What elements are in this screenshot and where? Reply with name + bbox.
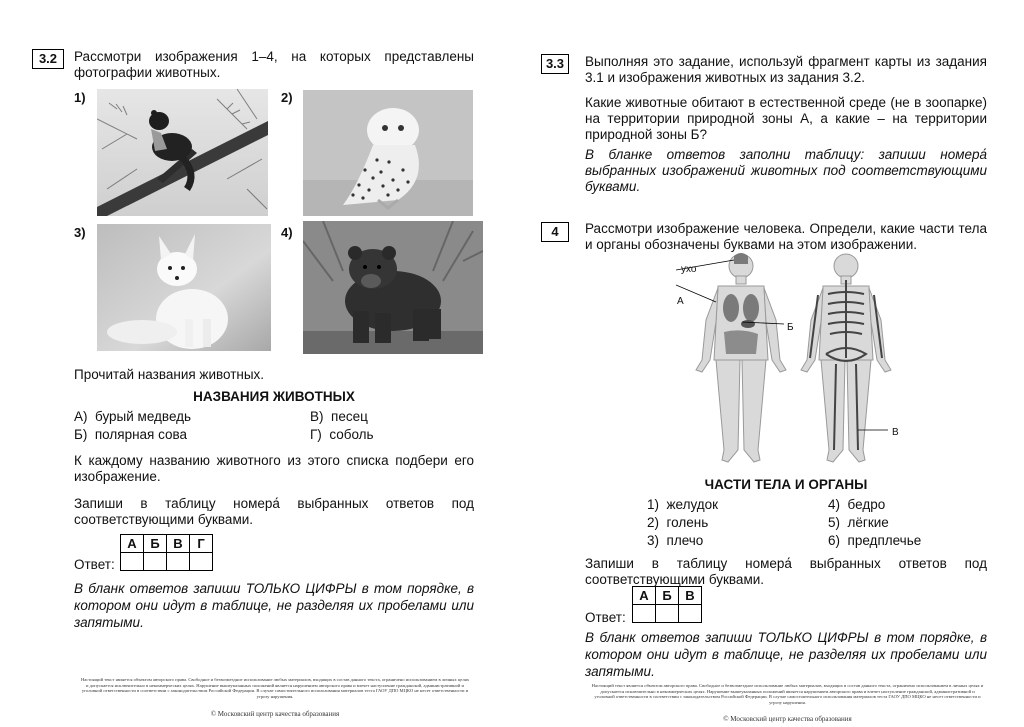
animal-name-item: В) песец	[310, 409, 368, 424]
answer-table-header: В	[167, 535, 190, 553]
footer-disclaimer-right: Настоящий текст является объектом авторского права. Свободное и безвозмездное использование любых материалов, входящих в состав данного текста, ограничено использованием в личных целях и допускается исключительно в некоммерческих целях. Нарушение вышеуказанных положений является нарушением авторского права и влечет наступление гражданской, административной и уголовной ответственности в соответствии с законодательством Российской Федерации. В случае самостоятельного использования материалов теста ГАОУ ДПО МЦКО не несет ответственности и угрозу нарушения.	[591, 683, 984, 705]
answer-cell[interactable]	[144, 553, 167, 571]
task-number-4: 4	[541, 222, 569, 242]
task-3-3-text-2: Какие животные обитают в естественной среде (не в зоопарке) на территории природной зоны А, а какие – на территории природной зоны Б?	[585, 95, 987, 142]
answer-label: Ответ:	[74, 557, 115, 572]
answer-cell[interactable]	[679, 605, 702, 623]
record-instruction-4: Запиши в таблицу номера́ выбранных ответов под соответствующими буквами.	[585, 556, 987, 587]
answer-table-header: Б	[656, 587, 679, 605]
photo-label-4: 4)	[281, 225, 293, 240]
task-3-3-text-1: Выполняя это задание, используй фрагмент карты из задания 3.1 и изображения животных из задания 3.2.	[585, 54, 987, 85]
answer-cell[interactable]	[167, 553, 190, 571]
animal-name-item: А) бурый медведь	[74, 409, 192, 424]
task-3-2-intro: Рассмотри изображения 1–4, на которых представлены фотографии животных.	[74, 49, 474, 80]
footer-disclaimer: Настоящий текст является объектом авторского права. Свободное и безвозмездное использование любых материалов, входящих в состав данного текста, ограничено использованием в личных целях и допускается исключительно в некоммерческих целях. Нарушение вышеуказанных положений является нарушением авторского права и влечет наступление гражданской, административной и уголовной ответственности в соответствии с законодательством Российской Федерации. В случае самостоятельного использования материалов теста ГАОУ ДПО МЦКО не несет ответственности и угрозу нарушения.	[80, 677, 470, 699]
body-part-item: 3) плечо	[647, 533, 704, 548]
answer-cell[interactable]	[656, 605, 679, 623]
answer-note-4: В бланк ответов запиши ТОЛЬКО ЦИФРЫ в том порядке, в котором они идут в таблице, не разделяя их пробелами или запятыми.	[585, 630, 987, 679]
callout-v: В	[892, 427, 899, 438]
sable-photo	[97, 89, 268, 216]
record-instruction: Запиши в таблицу номера́ выбранных ответов под соответствующими буквами.	[74, 496, 474, 527]
match-instruction: К каждому названию животного из этого списка подбери его изображение.	[74, 453, 474, 484]
footer-copyright-right: © Московский центр качества образования	[723, 715, 852, 723]
body-part-item: 1) желудок	[647, 497, 719, 512]
task-3-3-text-3: В бланке ответов заполни таблицу: запиши номера́ выбранных изображений животных под соответствующими буквами.	[585, 147, 987, 194]
answer-table-4	[632, 586, 702, 623]
body-parts-header: ЧАСТИ ТЕЛА И ОРГАНЫ	[704, 477, 868, 492]
body-part-item: 4) бедро	[828, 497, 886, 512]
answer-table-header: А	[121, 535, 144, 553]
body-part-item: 2) голень	[647, 515, 709, 530]
answer-table-header: В	[679, 587, 702, 605]
answer-cell[interactable]	[190, 553, 213, 571]
read-names-prompt: Прочитай названия животных.	[74, 367, 265, 382]
answer-table-header: Г	[190, 535, 213, 553]
photo-label-1: 1)	[74, 90, 86, 105]
answer-table-header: А	[633, 587, 656, 605]
answer-note: В бланк ответов запиши ТОЛЬКО ЦИФРЫ в том порядке, в котором они идут в таблице, не разделяя их пробелами или запятыми.	[74, 581, 474, 630]
brown-bear-photo	[303, 221, 483, 354]
task-number-3-2: 3.2	[32, 49, 64, 69]
task-4-text: Рассмотри изображение человека. Определи, какие части тела и органы обозначены буквами на этом изображении.	[585, 221, 987, 252]
body-part-item: 5) лёгкие	[828, 515, 889, 530]
answer-table-header: Б	[144, 535, 167, 553]
callout-ear: ухо	[681, 264, 697, 275]
animal-name-item: Б) полярная сова	[74, 427, 188, 442]
photo-label-3: 3)	[74, 225, 86, 240]
arctic-fox-photo	[97, 224, 271, 351]
answer-label-4: Ответ:	[585, 610, 626, 625]
task-number-3-3: 3.3	[541, 54, 569, 74]
photo-label-2: 2)	[281, 90, 293, 105]
footer-copyright: © Московский центр качества образования	[210, 710, 340, 718]
answer-table-3-2	[120, 534, 213, 571]
animal-names-header: НАЗВАНИЯ ЖИВОТНЫХ	[193, 389, 355, 404]
callout-a: А	[677, 296, 684, 307]
snowy-owl-photo	[303, 90, 473, 216]
human-body-figure	[676, 250, 906, 472]
animal-name-item: Г) соболь	[310, 427, 374, 442]
answer-cell[interactable]	[121, 553, 144, 571]
callout-b: Б	[787, 322, 794, 333]
answer-cell[interactable]	[633, 605, 656, 623]
body-part-item: 6) предплечье	[828, 533, 922, 548]
